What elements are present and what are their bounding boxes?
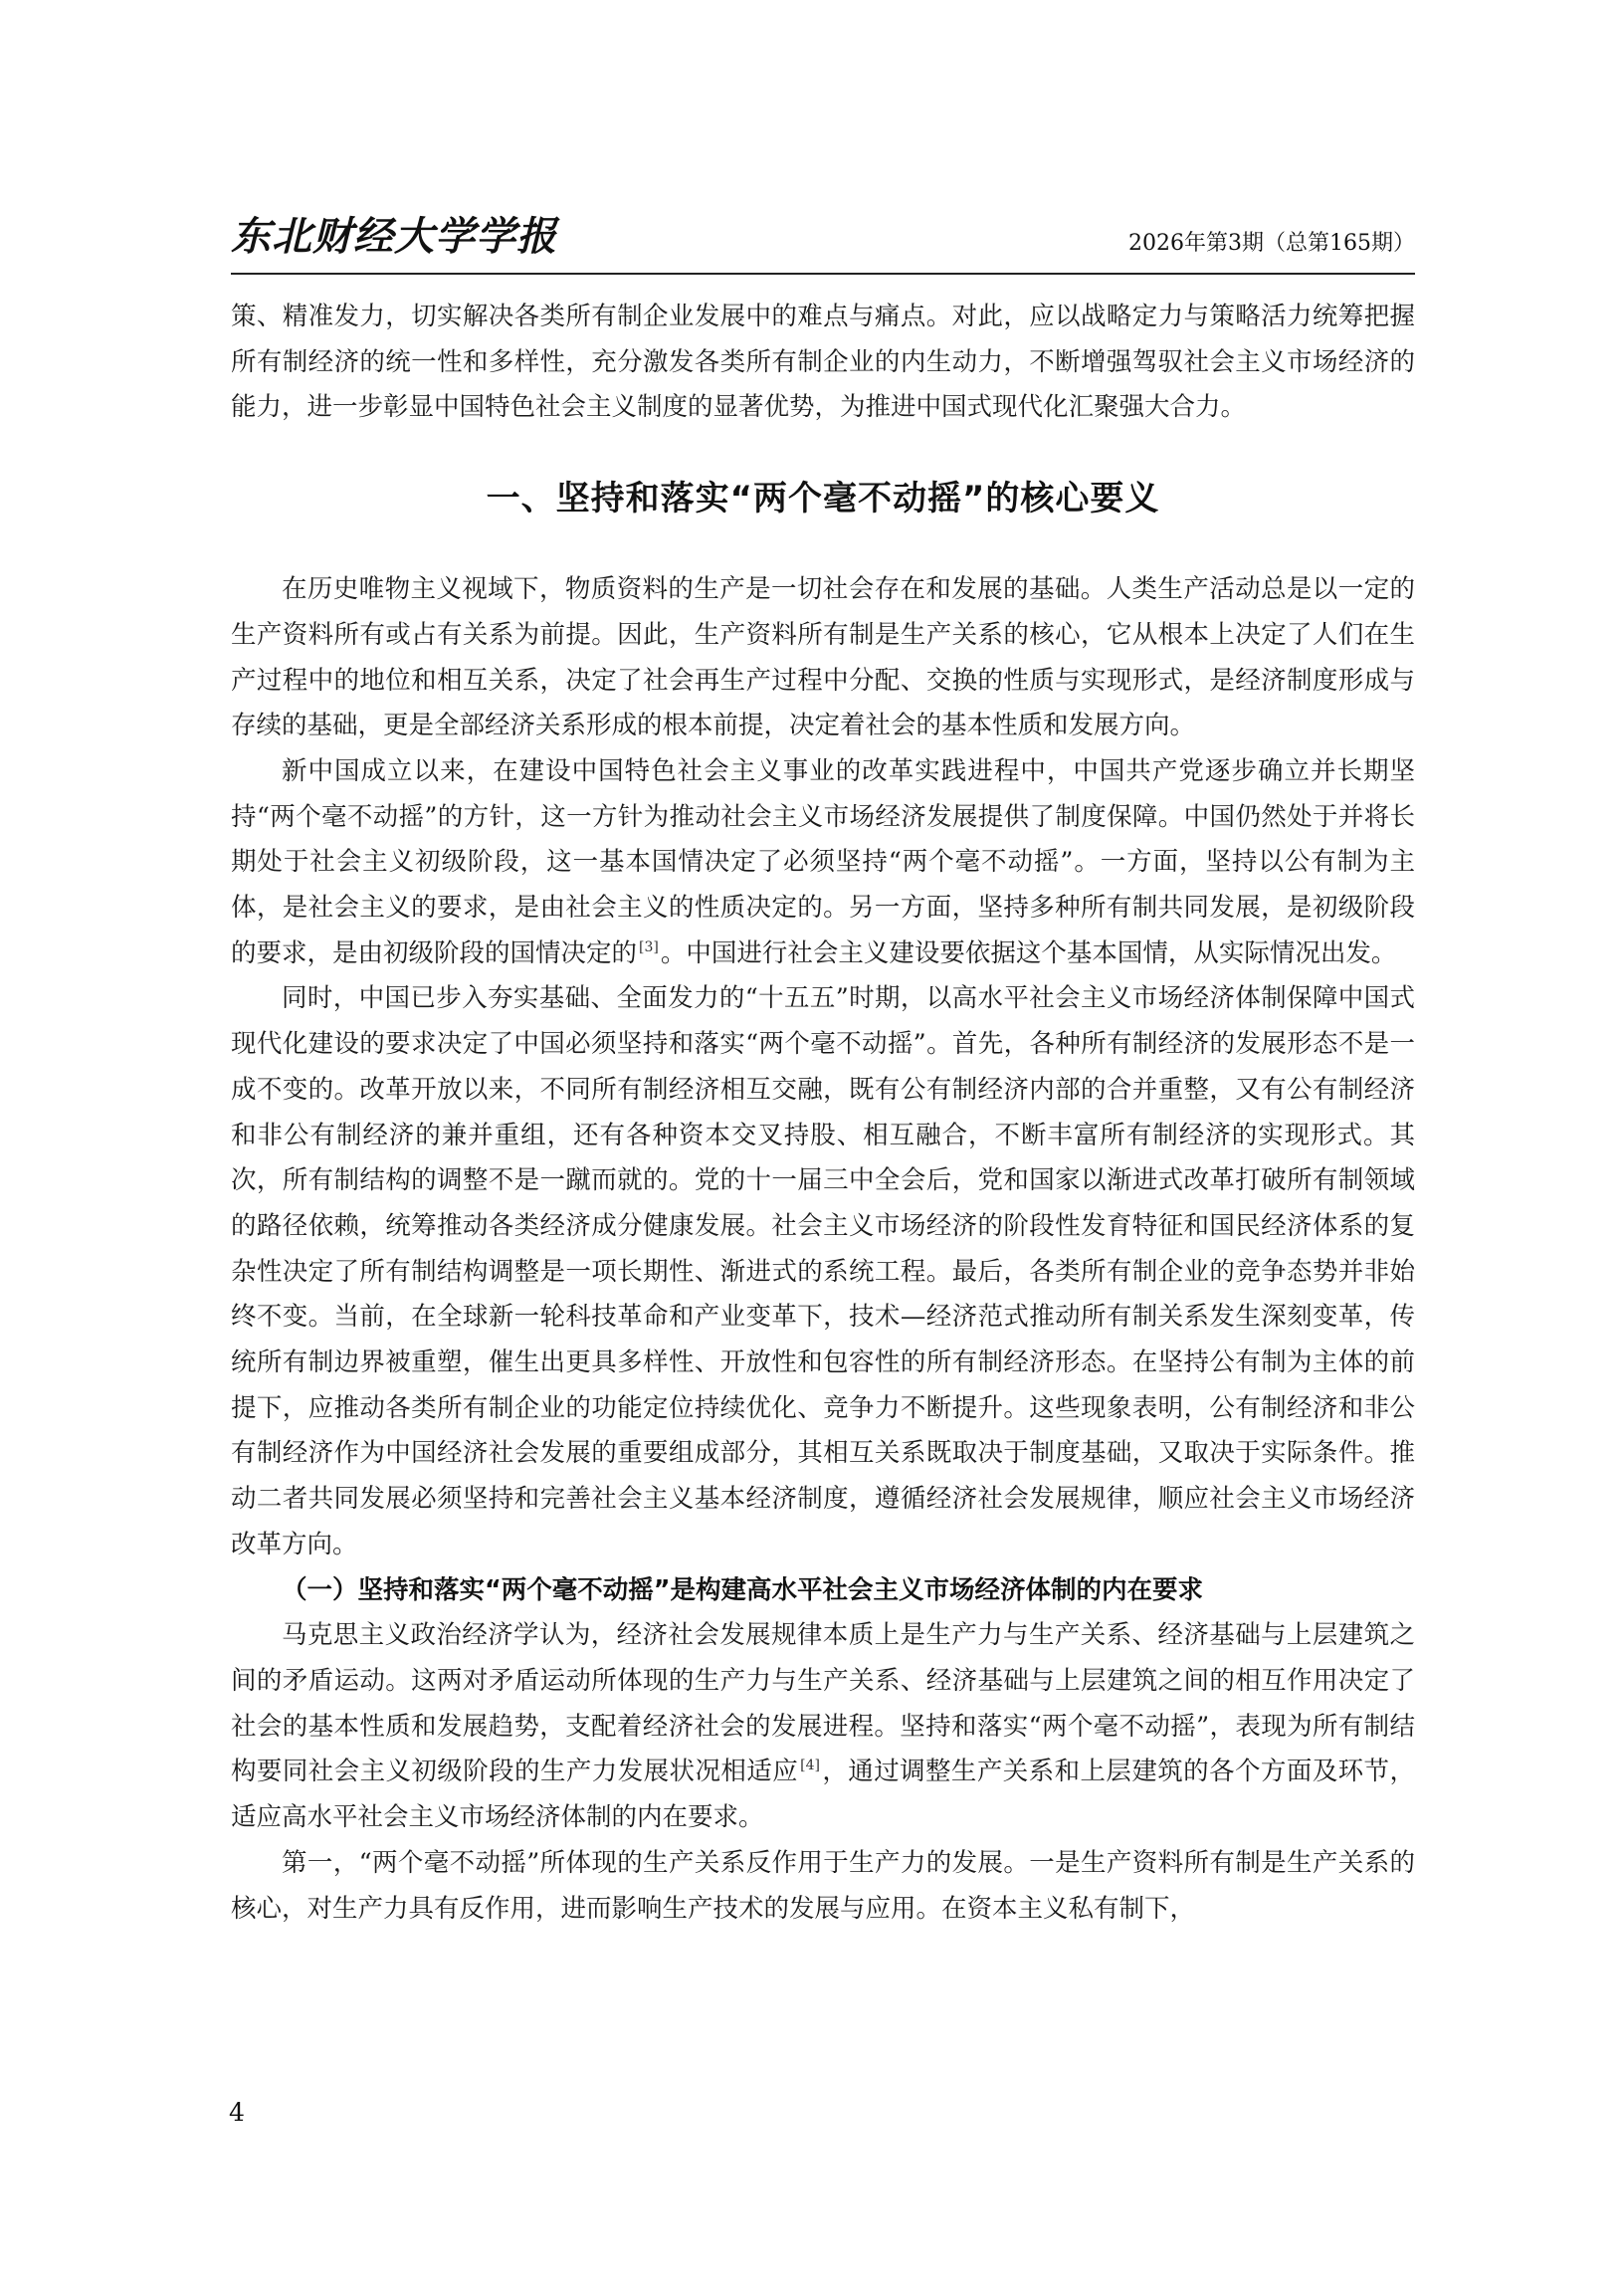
article-body: [231, 295, 1415, 1932]
paragraph-text: 。中国进行社会主义建设要依据这个基本国情，从实际情况出发。: [660, 937, 1397, 968]
paragraph-continued: 策、精准发力，切实解决各类所有制企业发展中的难点与痛点。对此，应以战略定力与策略活力统筹把握所有制经济的统一性和多样性，充分激发各类所有制企业的内生动力，不断增强驾驭社会主义市场经济的能力，进一步彰显中国特色社会主义制度的显著优势，为推进中国式现代化汇聚强大合力。: [231, 302, 1415, 423]
journal-name: 东北财经大学学报: [231, 213, 557, 260]
paragraph: 第一，“两个毫不动摇”所体现的生产关系反作用于生产力的发展。一是生产资料所有制是生产关系的核心，对生产力具有反作用，进而影响生产技术的发展与应用。在资本主义私有制下，: [231, 1847, 1415, 1924]
section-heading: 一、坚持和落实“两个毫不动摇”的核心要义: [486, 479, 1160, 519]
issue-info: 2026年第3期（总第165期）: [1128, 231, 1415, 256]
paragraph-text: ，通过调整生产关系和上层建筑的各个方面及环节，适应高水平社会主义市场经济体制的内在要求。: [231, 1757, 1415, 1833]
page-number: 4: [229, 2098, 245, 2127]
paragraph-text: 新中国成立以来，在建设中国特色社会主义事业的改革实践进程中，中国共产党逐步确立并长期坚持“两个毫不动摇”的方针，这一方针为推动社会主义市场经济发展提供了制度保障。中国仍然处于并将长期处于社会主义初级阶段，这一基本国情决定了必须坚持“两个毫不动摇”。一方面，坚持以公有制为主体，是社会主义的要求，是由社会主义的性质决定的。另一方面，坚持多种所有制共同发展，是初级阶段的要求，是由初级阶段的国情决定的: [231, 755, 1415, 968]
paragraph-text: 马克思主义政治经济学认为，经济社会发展规律本质上是生产力与生产关系、经济基础与上层建筑之间的矛盾运动。这两对矛盾运动所体现的生产力与生产关系、经济基础与上层建筑之间的相互作用决定了社会的基本性质和发展趋势，支配着经济社会的发展进程。坚持和落实“两个毫不动摇”，表现为所有制结构要同社会主义初级阶段的生产力发展状况相适应: [231, 1620, 1415, 1787]
paragraph: [231, 1613, 1415, 1841]
paragraph: 同时，中国已步入夯实基础、全面发力的“十五五”时期，以高水平社会主义市场经济体制保障中国式现代化建设的要求决定了中国必须坚持和落实“两个毫不动摇”。首先，各种所有制经济的发展形态不是一成不变的。改革开放以来，不同所有制经济相互交融，既有公有制经济内部的合并重整，又有公有制经济和非公有制经济的兼并重组，还有各种资本交叉持股、相互融合，不断丰富所有制经济的实现形式。其次，所有制结构的调整不是一蹴而就的。党的十一届三中全会后，党和国家以渐进式改革打破所有制领域的路径依赖，统筹推动各类经济成分健康发展。社会主义市场经济的阶段性发育特征和国民经济体系的复杂性决定了所有制结构调整是一项长期性、渐进式的系统工程。最后，各类所有制企业的竞争态势并非始终不变。当前，在全球新一轮科技革命和产业变革下，技术—经济范式推动所有制关系发生深刻变革，传统所有制边界被重塑，催生出更具多样性、开放性和包容性的所有制经济形态。在坚持公有制为主体的前提下，应推动各类所有制企业的功能定位持续优化、竞争力不断提升。这些现象表明，公有制经济和非公有制经济作为中国经济社会发展的重要组成部分，其相互关系既取决于制度基础，又取决于实际条件。推动二者共同发展必须坚持和完善社会主义基本经济制度，遵循经济社会发展规律，顺应社会主义市场经济改革方向。: [231, 983, 1415, 1559]
header-rule: [231, 273, 1415, 275]
paragraph: 在历史唯物主义视域下，物质资料的生产是一切社会存在和发展的基础。人类生产活动总是以一定的生产资料所有或占有关系为前提。因此，生产资料所有制是生产关系的核心，它从根本上决定了人们在生产过程中的地位和相互关系，决定了社会再生产过程中分配、交换的性质与实现形式，是经济制度形成与存续的基础，更是全部经济关系形成的根本前提，决定着社会的基本性质和发展方向。: [231, 574, 1415, 741]
running-header: [231, 211, 1415, 273]
paragraph: [231, 749, 1415, 977]
subsection-heading: （一）坚持和落实“两个毫不动摇”是构建高水平社会主义市场经济体制的内在要求: [282, 1574, 1204, 1605]
citation-ref: [3]: [639, 938, 659, 955]
citation-ref: [4]: [800, 1758, 820, 1774]
